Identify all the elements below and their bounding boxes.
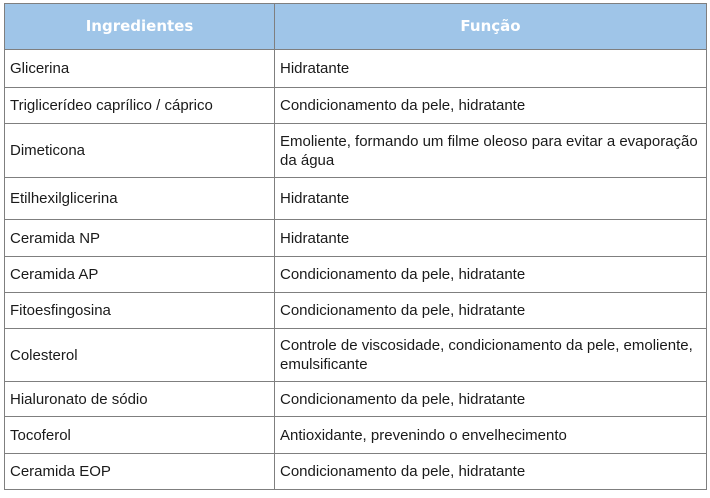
- function-cell: Hidratante: [275, 220, 707, 257]
- table-body: [5, 50, 707, 490]
- table-row: [5, 220, 707, 257]
- ingredient-cell: Tocoferol: [5, 417, 275, 454]
- function-cell: Emoliente, formando um filme oleoso para evitar a evaporação da água: [275, 124, 707, 178]
- ingredient-cell: Dimeticona: [5, 124, 275, 178]
- ingredient-cell: Ceramida AP: [5, 257, 275, 293]
- ingredient-cell: Triglicerídeo caprílico / cáprico: [5, 88, 275, 124]
- table-header: [5, 4, 707, 50]
- ingredient-cell: Etilhexilglicerina: [5, 178, 275, 220]
- ingredient-cell: Colesterol: [5, 329, 275, 382]
- table-row: [5, 257, 707, 293]
- table-row: [5, 178, 707, 220]
- table-row: [5, 329, 707, 382]
- function-cell: Condicionamento da pele, hidratante: [275, 257, 707, 293]
- ingredient-cell: Glicerina: [5, 50, 275, 88]
- function-cell: Condicionamento da pele, hidratante: [275, 454, 707, 490]
- header-ingredients: Ingredientes: [5, 4, 275, 50]
- header-row: [5, 4, 707, 50]
- table-row: [5, 88, 707, 124]
- function-cell: Condicionamento da pele, hidratante: [275, 88, 707, 124]
- table-row: [5, 124, 707, 178]
- table-row: [5, 293, 707, 329]
- table-row: [5, 382, 707, 417]
- ingredients-table: [4, 3, 707, 490]
- function-cell: Hidratante: [275, 178, 707, 220]
- table-row: [5, 50, 707, 88]
- ingredient-cell: Ceramida NP: [5, 220, 275, 257]
- function-cell: Antioxidante, prevenindo o envelhecimento: [275, 417, 707, 454]
- function-cell: Controle de viscosidade, condicionamento da pele, emoliente, emulsificante: [275, 329, 707, 382]
- ingredient-cell: Ceramida EOP: [5, 454, 275, 490]
- header-function: Função: [275, 4, 707, 50]
- ingredient-cell: Hialuronato de sódio: [5, 382, 275, 417]
- function-cell: Hidratante: [275, 50, 707, 88]
- function-cell: Condicionamento da pele, hidratante: [275, 382, 707, 417]
- function-cell: Condicionamento da pele, hidratante: [275, 293, 707, 329]
- table-row: [5, 454, 707, 490]
- ingredient-cell: Fitoesfingosina: [5, 293, 275, 329]
- table-row: [5, 417, 707, 454]
